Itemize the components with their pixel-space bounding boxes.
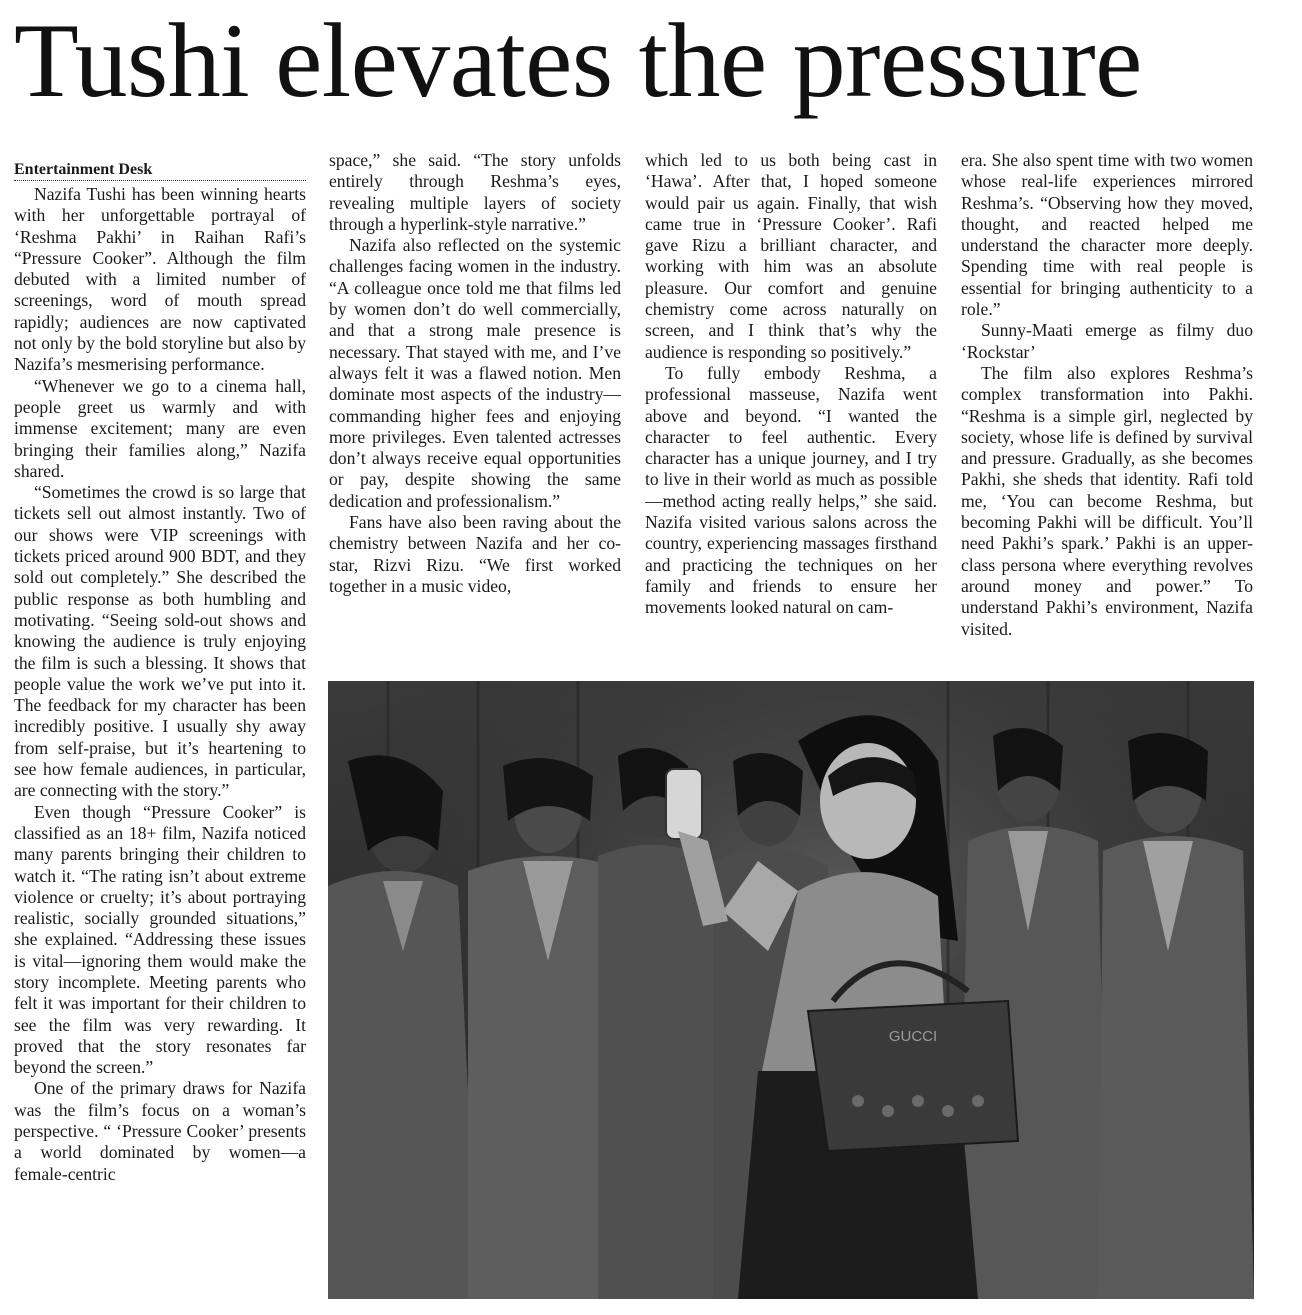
paragraph: which led to us both being cast in ‘Hawa’. After that, I hoped someone would pair us again. Finally, that wish came true in ‘Pressure Cooker’. Rafi gave Rizu a brilliant character, and working with him was an absolute pleasure. Our comfort and genuine chemistry come across naturally on screen, and I think that’s why the audience is responding so positively.” <box>645 150 937 362</box>
subheading: Sunny-Maati emerge as filmy duo ‘Rockstar’ <box>961 320 1253 362</box>
headline: Tushi elevates the pressure <box>14 2 1142 119</box>
photo-illustration <box>328 681 1254 1299</box>
byline: Entertainment Desk <box>14 154 306 181</box>
article-column-1 <box>14 154 306 1185</box>
paragraph: One of the primary draws for Nazifa was the film’s focus on a woman’s perspective. “ ‘Pressure Cooker’ presents a world dominated by women—a female-centric <box>14 1078 306 1184</box>
paragraph: The film also explores Reshma’s complex transformation into Pakhi. “Reshma is a simple girl, neglected by society, whose life is defined by survival and pressure. Gradually, as she becomes Pakhi, she sheds that identity. Rafi told me, ‘You can become Reshma, but becoming Pakhi will be difficult. You’ll need Pakhi’s spark.’ Pakhi is an upper-class persona where everything revolves around money and power.” To understand Pakhi’s environment, Nazifa visited. <box>961 362 1253 639</box>
paragraph: “Sometimes the crowd is so large that tickets sell out almost instantly. Two of our shows were VIP screenings with tickets priced around 900 BDT, and they sold out completely.” She described the public response as both humbling and motivating. “Seeing sold-out shows and knowing the audience is truly enjoying the film is such a blessing. It shows that people value the work we’ve put into it. The feedback for my character has been incredibly positive. I usually shy away from self-praise, but it’s heartening to see how female audiences, in particular, are connecting with the story.” <box>14 482 306 801</box>
paragraph: Nazifa Tushi has been winning hearts with her unforgettable portrayal of ‘Reshma Pakhi’ in Raihan Rafi’s “Pressure Cooker”. Although the film debuted with a limited number of screenings, word of mouth spread rapidly; audiences are now captivated not only by the bold storyline but also by Nazifa’s mesmerising performance. <box>14 184 306 375</box>
article-photo <box>328 681 1254 1299</box>
handbag <box>808 1001 1018 1151</box>
paragraph: Even though “Pressure Cooker” is classified as an 18+ film, Nazifa noticed many parents bringing their children to watch it. “The rating isn’t about extreme violence or cruelty; it’s about portraying realistic, socially grounded situations,” she explained. “Addressing these issues is vital—ignoring them would make the story incomplete. Meeting parents who felt it was important for their children to see the film was very rewarding. It proved that the story resonates far beyond the screen.” <box>14 801 306 1078</box>
paragraph: era. She also spent time with two women whose real-life experiences mirrored Reshma’s. “Observing how they moved, thought, and reacted helped me understand the character more deeply. Spending time with real people is essential for bringing authenticity to a role.” <box>961 150 1253 320</box>
paragraph: Nazifa also reflected on the systemic challenges facing women in the industry. “A colleague once told me that films led by women don’t do well commercially, and that a strong male presence is necessary. That stayed with me, and I’ve always felt it was a flawed notion. Men dominate most aspects of the industry—commanding higher fees and enjoying more privileges. Even talented actresses don’t always receive equal opportunities or pay, despite showing the same dedication and professionalism.” <box>329 235 621 511</box>
article-column-2 <box>329 150 621 660</box>
paragraph: To fully embody Reshma, a professional masseuse, Nazifa went above and beyond. “I wanted the character to feel authentic. Every character has a unique journey, and I try to live in their world as much as possible—method acting really helps,” she said. Nazifa visited various salons across the country, experiencing massages firsthand and practicing the techniques on her family and friends to ensure her movements looked natural on cam- <box>645 362 937 618</box>
article-column-4 <box>961 150 1253 660</box>
bag-logo-text: GUCCI <box>888 1028 938 1045</box>
phone-icon <box>666 769 702 839</box>
article-column-3 <box>645 150 937 660</box>
paragraph: Fans have also been raving about the chemistry between Nazifa and her co-star, Rizvi Rizu. “We first worked together in a music video, <box>329 512 621 596</box>
paragraph: space,” she said. “The story unfolds entirely through Reshma’s eyes, revealing multiple layers of society through a hyperlink-style narrative.” <box>329 150 621 234</box>
paragraph: “Whenever we go to a cinema hall, people greet us warmly and with immense excitement; many are even bringing their families along,” Nazifa shared. <box>14 375 306 481</box>
